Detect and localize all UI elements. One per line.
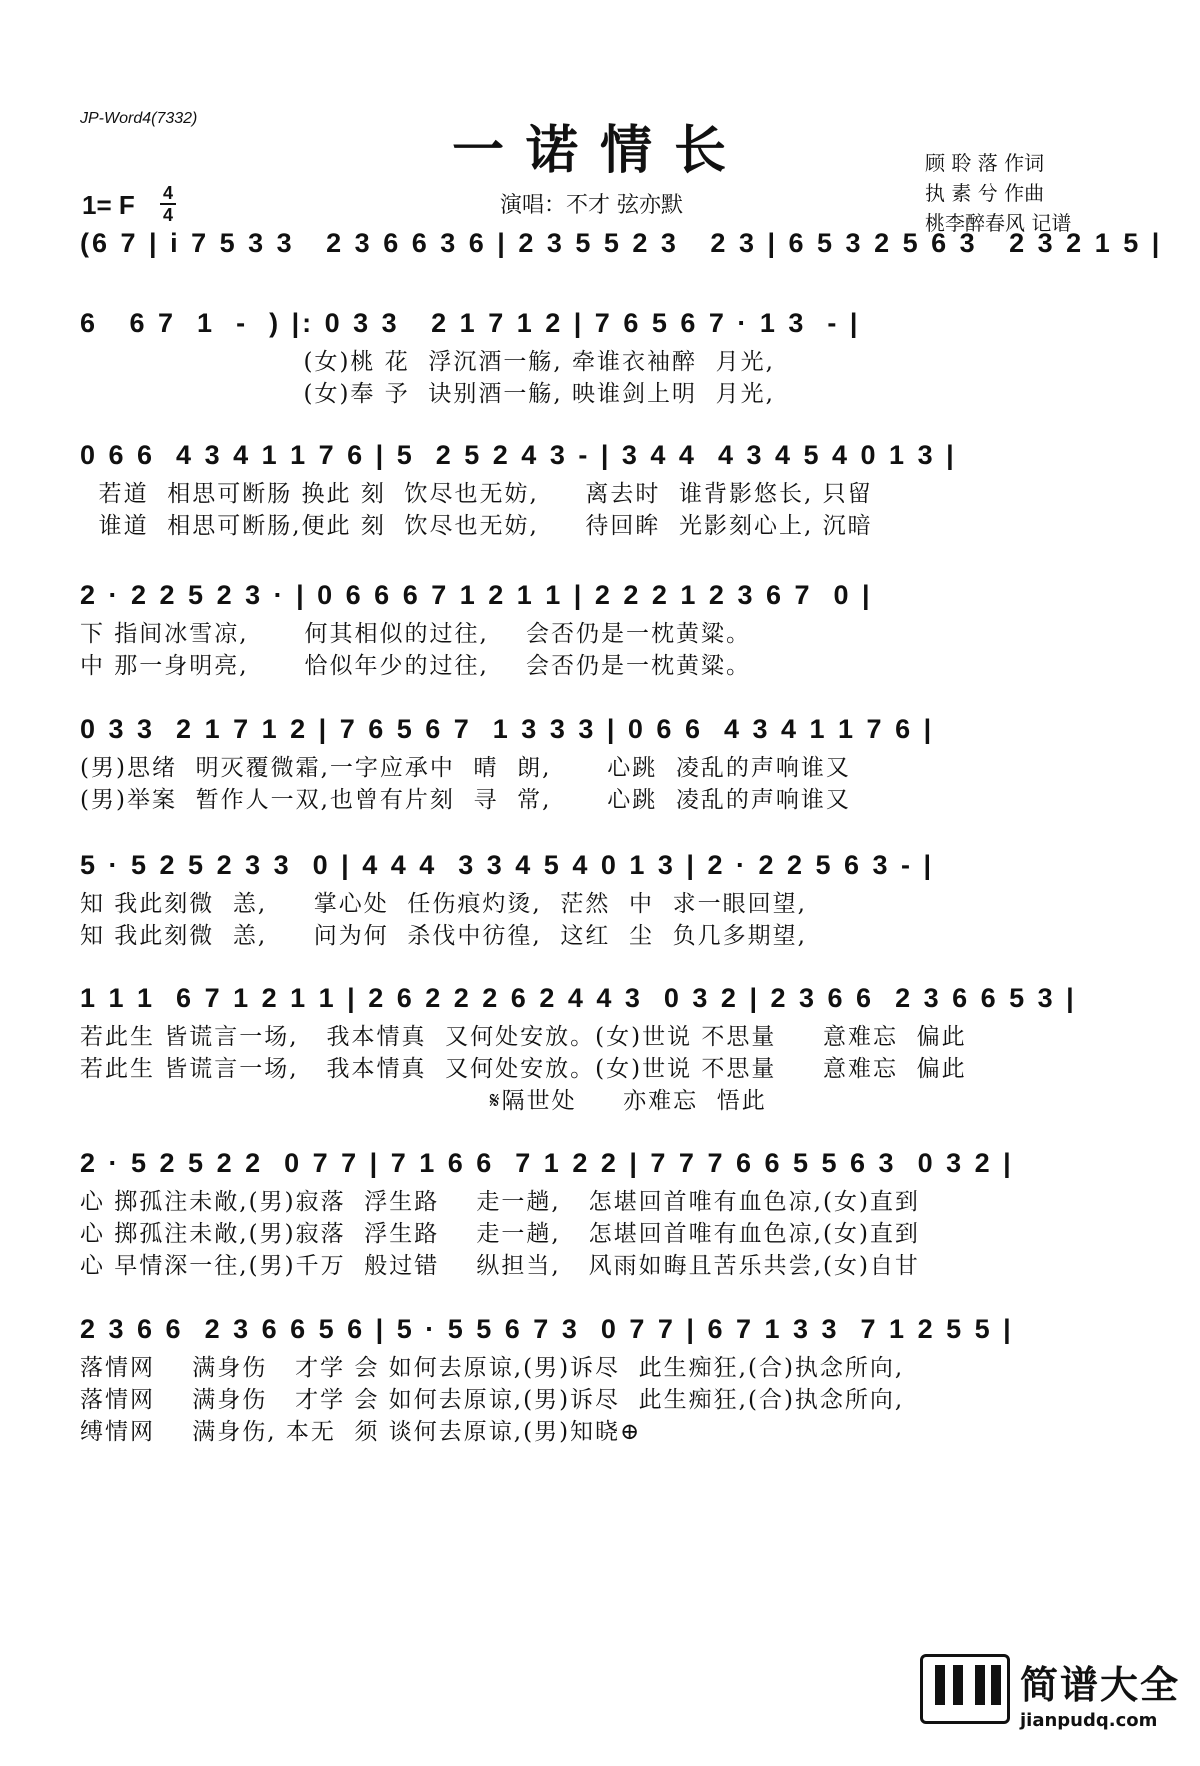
- notation-line: (6 7 | i 7 5 3 3 2 3 6 6 3 6 | 2 3 5 5 2 3 2 3 | 6 5 3 2 5 6 3 2 3 2 1 5 |: [80, 228, 1163, 258]
- notation-line: 1 1 1 6 7 1 2 1 1 | 2 6 2 2 2 6 2 4 4 3 0 3 2 | 2 3 6 6 2 3 6 6 5 3 |: [80, 983, 1077, 1013]
- lyric-line: 落情网 满身伤 才学 会 如何去原谅,(男)诉尽 此生痴狂,(合)执念所向,: [80, 1355, 905, 1381]
- lyric-line: 缚情网 满身伤, 本无 须 谈何去原谅,(男)知晓⊕: [80, 1419, 642, 1445]
- lyric-line: 𝄋隔世处 亦难忘 悟此: [80, 1088, 767, 1114]
- score-system: [80, 572, 1110, 682]
- score-system: [80, 842, 1110, 952]
- key-signature: 1= F: [82, 190, 135, 220]
- song-title: 一诺情长: [451, 120, 748, 181]
- transcriber-credit: 桃李醉春风 记谱: [925, 211, 1072, 235]
- notation-line: 6 6 7 1 - ) |: 0 3 3 2 1 7 1 2 | 7 6 5 6 7 · 1 3 - |: [80, 308, 861, 338]
- piano-logo-icon: [920, 1654, 1010, 1724]
- lyric-line: 知 我此刻微 恙, 掌心处 任伤痕灼烫, 茫然 中 求一眼回望,: [80, 891, 807, 917]
- watermark-url: jianpudq.com: [1020, 1710, 1158, 1731]
- lyric-line: (女)奉 予 诀别酒一觞, 映谁剑上明 月光,: [80, 381, 775, 407]
- composer-credit: 执 素 兮 作曲: [925, 181, 1045, 205]
- notation-line: 2 3 6 6 2 3 6 6 5 6 | 5 · 5 5 6 7 3 0 7 7 | 6 7 1 3 3 7 1 2 5 5 |: [80, 1314, 1014, 1344]
- lyric-line: 若道 相思可断肠 换此 刻 饮尽也无妨, 离去时 谁背影悠长, 只留: [80, 481, 873, 507]
- lyric-line: 心 早情深一往,(男)千万 般过错 纵担当, 风雨如晦且苦乐共尝,(女)自甘: [80, 1253, 920, 1279]
- lyric-line: 谁道 相思可断肠,便此 刻 饮尽也无妨, 待回眸 光影刻心上, 沉暗: [80, 513, 873, 539]
- lyric-line: (男)举案 暂作人一双,也曾有片刻 寻 常, 心跳 凌乱的声响谁又: [80, 787, 851, 813]
- time-signature-top: 4: [162, 183, 173, 203]
- score-system: [80, 975, 1110, 1117]
- notation-line: 0 6 6 4 3 4 1 1 7 6 | 5 2 5 2 4 3 - | 3 4 4 4 3 4 5 4 0 1 3 |: [80, 440, 957, 470]
- lyric-line: 心 掷孤注未敞,(男)寂落 浮生路 走一趟, 怎堪回首唯有血色凉,(女)直到: [80, 1221, 920, 1247]
- notation-line: 5 · 5 2 5 2 3 3 0 | 4 4 4 3 3 4 5 4 0 1 3 | 2 · 2 2 5 6 3 - |: [80, 850, 935, 880]
- lyric-line: 下 指间冰雪凉, 何其相似的过往, 会否仍是一枕黄粱。: [80, 621, 752, 647]
- site-watermark: [920, 1654, 1181, 1744]
- score-system: [80, 1140, 1110, 1282]
- score-system: [80, 220, 1163, 266]
- singer-credit: 演唱：不才 弦亦默: [500, 193, 683, 218]
- score-system: [80, 1306, 1110, 1448]
- watermark-name: 简谱大全: [1020, 1663, 1181, 1707]
- lyricist-credit: 顾 聆 落 作词: [925, 151, 1045, 175]
- lyric-line: 若此生 皆谎言一场, 我本情真 又何处安放。(女)世说 不思量 意难忘 偏此: [80, 1024, 967, 1050]
- lyric-line: 心 掷孤注未敞,(男)寂落 浮生路 走一趟, 怎堪回首唯有血色凉,(女)直到: [80, 1189, 920, 1215]
- lyric-line: 若此生 皆谎言一场, 我本情真 又何处安放。(女)世说 不思量 意难忘 偏此: [80, 1056, 967, 1082]
- notation-line: 2 · 5 2 5 2 2 0 7 7 | 7 1 6 6 7 1 2 2 | 7 7 7 6 6 5 5 6 3 0 3 2 |: [80, 1148, 1014, 1178]
- lyric-line: 知 我此刻微 恙, 问为何 杀伐中彷徨, 这红 尘 负几多期望,: [80, 923, 807, 949]
- notation-line: 2 · 2 2 5 2 3 · | 0 6 6 6 7 1 2 1 1 | 2 2 2 1 2 3 6 7 0 |: [80, 580, 873, 610]
- time-signature-bottom: 4: [162, 205, 173, 225]
- time-signature: [160, 184, 176, 224]
- lyric-line: (女)桃 花 浮沉酒一觞, 牵谁衣袖醉 月光,: [80, 349, 775, 375]
- software-label: JP-Word4(7332): [80, 110, 198, 127]
- score-system: [80, 432, 1110, 542]
- score-system: [80, 706, 1110, 816]
- notation-line: 0 3 3 2 1 7 1 2 | 7 6 5 6 7 1 3 3 3 | 0 6 6 4 3 4 1 1 7 6 |: [80, 714, 935, 744]
- lyric-line: 落情网 满身伤 才学 会 如何去原谅,(男)诉尽 此生痴狂,(合)执念所向,: [80, 1387, 905, 1413]
- lyric-line: 中 那一身明亮, 恰似年少的过往, 会否仍是一枕黄粱。: [80, 653, 752, 679]
- score-system: [80, 300, 1110, 410]
- lyric-line: (男)思绪 明灭覆微霜,一字应承中 晴 朗, 心跳 凌乱的声响谁又: [80, 755, 851, 781]
